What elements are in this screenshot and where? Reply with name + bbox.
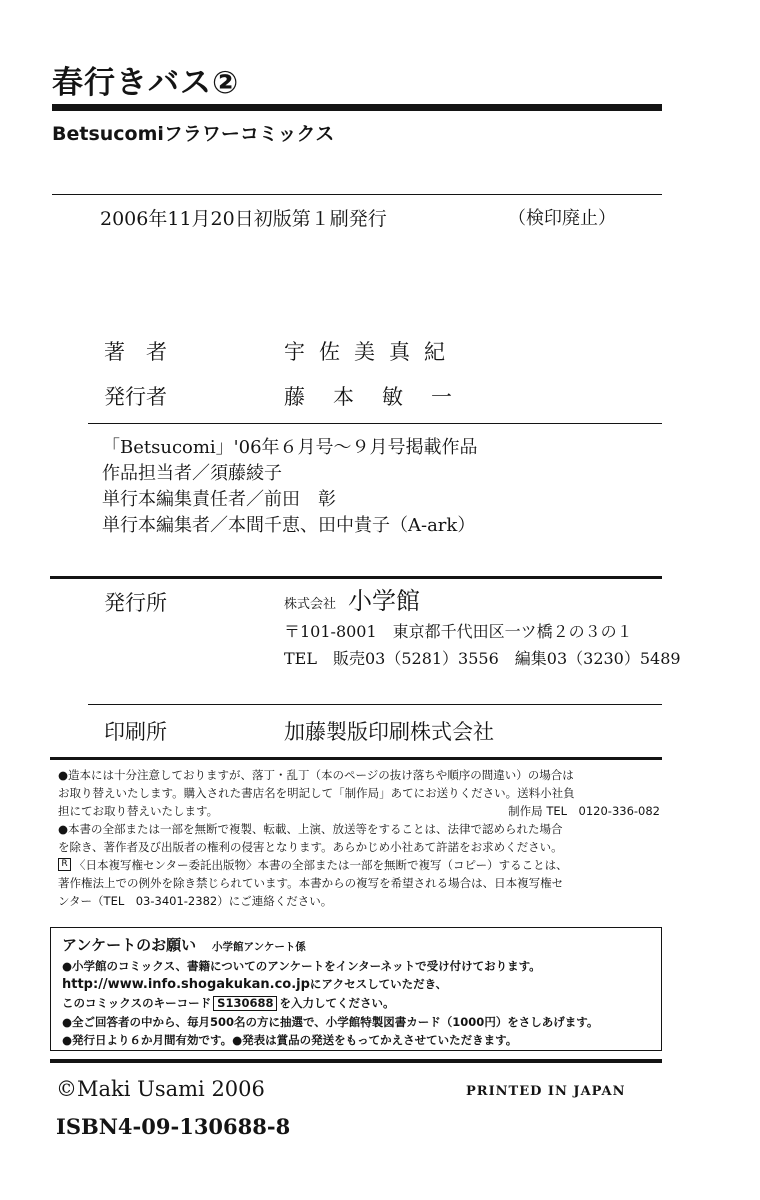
printer-label: 印刷所	[104, 720, 167, 744]
first-edition-date: 2006年11月20日初版第１刷発行	[100, 208, 387, 230]
keycode-suffix: を入力してください。	[279, 996, 395, 1010]
notice-line: ●本書の全部または一部を無断で複製、転載、上演、放送等をすることは、法律で認められた場合	[58, 822, 563, 836]
notice-line: お取り替えいたします。購入された書店名を明記して「制作局」あてにお送りください。送料小社負	[58, 786, 575, 800]
publisher-name: 藤本敏一	[284, 385, 480, 409]
company-address: 〒101-8001 東京都千代田区一ツ橋２の３の１	[284, 622, 633, 641]
survey-line: ●全ご回答者の中から、毎月500名の方に抽選で、小学館特製図書カード（1000円）をさしあげます。	[62, 1015, 599, 1029]
publisher-label: 発行者	[104, 385, 167, 409]
book-title: 春行きバス②	[52, 65, 240, 101]
divider	[52, 194, 662, 195]
notice-line: 〈日本複写権センター委託出版物〉本書の全部または一部を無断で複写（コピー）することは、	[74, 858, 568, 872]
seal-note: （検印廃止）	[508, 208, 616, 229]
publisher-office-label: 発行所	[104, 591, 167, 615]
notice-line: を除き、著作者及び出版者の権利の侵害となります。あらかじめ小社あて許諾をお求めください。	[58, 840, 563, 854]
survey-line: ●発行日より６か月間有効です。●発表は賞品の発送をもってかえさせていただきます。	[62, 1033, 518, 1047]
company-name: 小学館	[348, 587, 420, 615]
author-label: 著 者	[104, 340, 167, 364]
keycode-prefix: このコミックスのキーコード	[62, 996, 212, 1010]
survey-url-link[interactable]: http://www.info.shogakukan.co.jp	[62, 977, 310, 992]
printer-name: 加藤製版印刷株式会社	[284, 720, 494, 744]
imprint-label: Betsucomiフラワーコミックス	[52, 123, 335, 145]
survey-heading: アンケートのお願い	[62, 936, 197, 954]
copyright: ©Maki Usami 2006	[56, 1077, 265, 1101]
divider	[50, 757, 662, 760]
survey-subheading: 小学館アンケート係	[212, 941, 306, 953]
survey-keycode-line	[62, 995, 394, 1011]
editorial-line: 「Betsucomi」'06年６月号～９月号掲載作品	[102, 437, 478, 458]
notice-line: ンター（TEL 03-3401-2382）にご連絡ください。	[58, 894, 333, 908]
notice-line: 著作権法上での例外を除き禁じられています。本書からの複写を希望される場合は、日本複写権セ	[58, 876, 564, 890]
editorial-line: 単行本編集責任者／前田 彰	[102, 489, 336, 510]
isbn: ISBN4-09-130688-8	[56, 1114, 291, 1139]
keycode-box: S130688	[213, 996, 277, 1011]
r-mark-icon: R	[58, 858, 71, 871]
company-tel: TEL 販売03（5281）3556 編集03（3230）5489	[284, 649, 681, 668]
title-rule	[52, 104, 662, 111]
survey-url-line	[62, 976, 447, 993]
author-name: 宇佐美真紀	[284, 340, 459, 364]
divider	[88, 704, 662, 705]
editorial-line: 単行本編集者／本間千恵、田中貴子（A-ark）	[102, 515, 476, 536]
divider	[50, 576, 662, 579]
survey-url-suffix: にアクセスしていただき、	[309, 977, 448, 991]
survey-line: ●小学館のコミックス、書籍についてのアンケートをインターネットで受け付けております。	[62, 959, 541, 973]
production-contact: 制作局 TEL 0120-336-082	[508, 804, 660, 818]
notice-line: 担にてお取り替えいたします。	[58, 804, 219, 818]
divider	[88, 423, 662, 424]
company-prefix: 株式会社	[284, 597, 337, 612]
printed-in: PRINTED IN JAPAN	[466, 1084, 626, 1099]
editorial-line: 作品担当者／須藤綾子	[102, 463, 282, 484]
notice-line: ●造本には十分注意しておりますが、落丁・乱丁（本のページの抜け落ちや順序の間違い）の場合は	[58, 768, 574, 782]
divider	[50, 1059, 662, 1063]
